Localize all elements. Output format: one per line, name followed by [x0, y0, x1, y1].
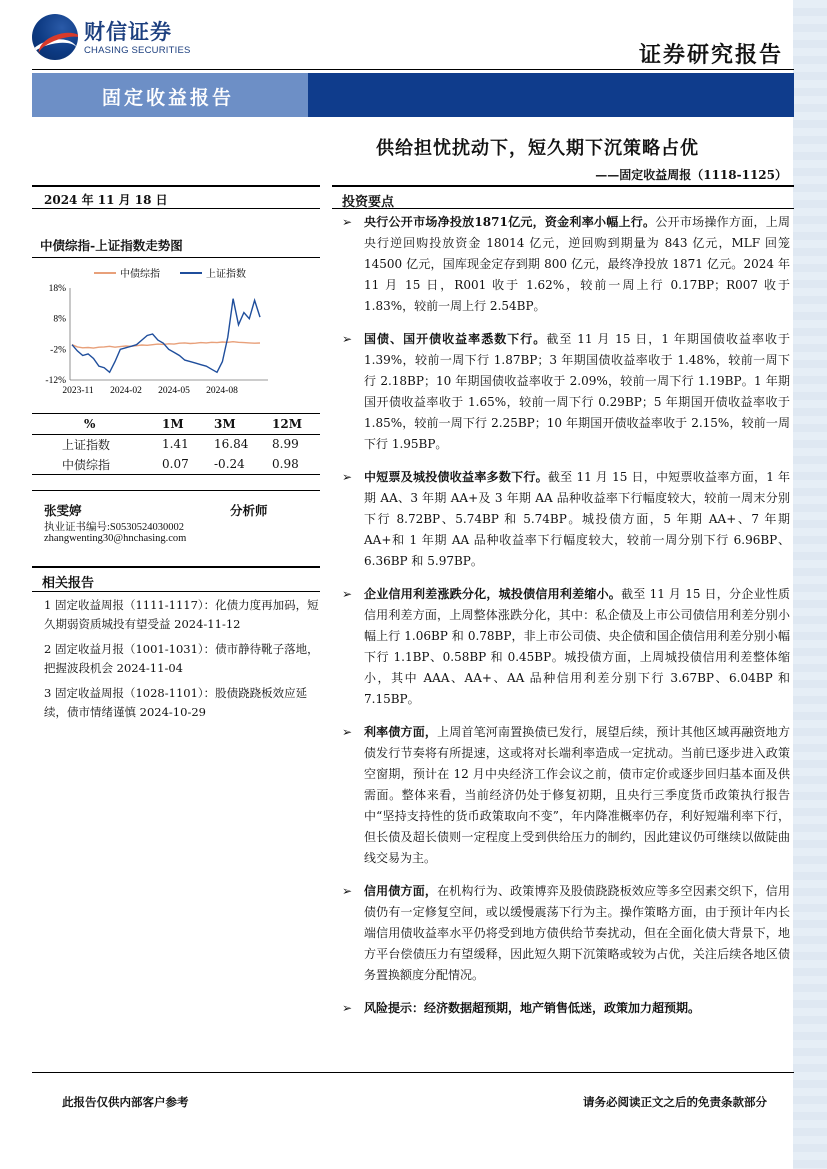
analyst-name: 张雯婷: [44, 503, 82, 518]
key-point-text: 上周首笔河南置换债已发行，展望后续，预计其他区域再融资地方债发行节奏将有所提速，这或将对长端利率造成一定扰动。当前已逐步进入政策空窗期，预计在 12 月中央经济工作会议之前，债市定价或逐步回归基本面及供需面。整体来看，当前经济仍处于修复初期，且央行三季度货币政策执行报告中“坚持支持性的货币政策取向不变”，年内降准概率仍存，利好短端利率下行，但长债及超长债则一定程度上受到供给压力的制约，因此建议仍可继续以做陡曲线交易为主。: [364, 725, 790, 865]
x-tick-label: 2024-02: [110, 386, 142, 396]
related-reports-header: [32, 566, 320, 592]
y-tick-label: 18%: [48, 284, 66, 294]
date-bar: [32, 185, 320, 209]
perf-row-name: 上证指数: [62, 437, 111, 452]
related-reports-label: 相关报告: [42, 576, 95, 591]
perf-row-1m: 0.07: [162, 457, 189, 471]
perf-header-3m: 3M: [214, 414, 272, 434]
arrow-bullet-icon: ➢: [342, 215, 353, 229]
right-decorative-strip: [793, 0, 827, 1169]
analyst-block: [32, 490, 320, 544]
key-points-header: [332, 185, 794, 209]
key-point-paragraph: [340, 329, 790, 455]
key-point-heading: 国债、国开债收益率悉数下行。: [364, 332, 547, 346]
report-title: 供给担忧扰动下，短久期下沉策略占优: [376, 138, 699, 159]
x-tick-label: 2024-08: [206, 386, 238, 396]
perf-row-3m: -0.24: [214, 457, 245, 471]
y-tick-label: -2%: [50, 345, 66, 356]
key-point-paragraph: [340, 722, 790, 869]
arrow-bullet-icon: ➢: [342, 332, 353, 346]
perf-row-12m: 8.99: [272, 437, 299, 452]
perf-header-1m: 1M: [162, 414, 214, 434]
key-point-text: 截至 11 月 15 日，1 年期国债收益率收于 1.39%，较前一周下行 1.87BP；3 年期国债收益率收于 1.48%，较前一周下行 2.18BP；10 年期国债收益率收于 2.09%，较前一周下行 1.19BP。1 年期国开债收益率收于 1.65%，较前一周下行 0.29BP；5 年期国开债收益率收于 1.85%，较前一周下行 2.25BP；10 年期国开债收益率收于 2.15%，较前一周下行 1.95BP。: [364, 332, 790, 451]
risk-warning-text: 风险提示：经济数据超预期，地产销售低迷，政策加力超预期。: [364, 1001, 701, 1015]
arrow-bullet-icon: ➢: [342, 587, 353, 601]
list-item[interactable]: 3 固定收益周报（1028-1101）：股债跷跷板效应延续，债市情绪谨慎 2024-10-29: [44, 686, 308, 719]
perf-row-name: 中债综指: [62, 457, 111, 472]
key-point-paragraph: [340, 467, 790, 572]
perf-header-12m: 12M: [272, 414, 320, 434]
chart-title: 中债综指-上证指数走势图: [40, 238, 183, 253]
report-subtitle: ——固定收益周报（1118-1125）: [595, 168, 787, 182]
legend-label: 上证指数: [206, 269, 246, 280]
bottom-divider: [32, 1072, 794, 1073]
key-point-text: 截至 11 月 15 日，分企业性质信用利差方面，上周整体涨跌分化，其中：私企债及上市公司债信用利差分别小幅上行 1.06BP 和 0.78BP，非上市公司债、央企债和国企债信用利差分别小幅下行 1.1BP、0.58BP 和 0.45BP。城投债方面，上周城投债信用利差整体缩小，其中 AAA、AA+、AA 品种信用利差分别下行 3.67BP、6.04BP 和 7.15BP。: [364, 587, 790, 706]
index-trend-chart: [32, 262, 320, 406]
key-point-text: 截至 11 月 15 日，中短票收益率方面，1 年期 AA、3 年期 AA+及 3 年期 AA 品种收益率下行幅度较大，较前一周末分别下行 8.72BP、5.74BP 和 5.74BP。城投债方面，5 年期 AA+、7 年期 AA+和 1 年期 AA 品种收益率下行幅度较大，较前一周分别下行 6.96BP、6.36BP 和 5.97BP。: [364, 470, 790, 568]
key-point-paragraph: [340, 881, 790, 986]
risk-warning: [340, 998, 790, 1019]
y-tick-label: 8%: [53, 314, 66, 325]
key-point-heading: 利率债方面，: [364, 725, 438, 739]
key-point-text: 在机构行为、政策博弈及股债跷跷板效应等多空因素交织下，信用债仍有一定修复空间，或以缓慢震荡下行为主。操作策略方面，由于预计年内长端信用债收益率水平仍将受到地方债供给节奏扰动，但在全面化债大背景下，地方平台偿债压力有望缓释，因此短久期下沉策略或较为占优，关注后续各地区债务置换额度分配情况。: [364, 884, 790, 982]
logo-english-name: CHASING SECURITIES: [84, 45, 191, 56]
series-line: [72, 299, 260, 373]
list-item[interactable]: 1 固定收益周报（1111-1117）：化债力度再加码，短久期弱资质城投有望受益 2024-11-12: [44, 598, 319, 631]
key-point-heading: 企业信用利差涨跌分化，城投债信用利差缩小。: [364, 587, 622, 601]
table-row: [32, 434, 320, 454]
banner-label: 固定收益报告: [102, 87, 235, 109]
key-point-heading: 中短票及城投债收益率多数下行。: [364, 470, 548, 484]
chart-title-bar: [32, 232, 320, 258]
footer-notice: 此报告仅供内部客户参考: [62, 1095, 189, 1109]
perf-header-label: %: [32, 414, 162, 434]
performance-table: [32, 413, 320, 475]
logo-chinese-name: 财信证券: [84, 20, 172, 44]
list-item[interactable]: 2 固定收益月报（1001-1031）：债市静待靴子落地，把握波段机会 2024-11-04: [44, 642, 319, 675]
key-point-paragraph: [340, 212, 790, 317]
analyst-role: 分析师: [230, 503, 268, 518]
top-divider: [32, 69, 794, 70]
key-point-heading: 央行公开市场净投放1871亿元，资金利率小幅上行。: [364, 215, 656, 229]
analyst-email[interactable]: zhangwenting30@hnchasing.com: [44, 533, 187, 544]
logo-emblem-icon: [32, 14, 78, 60]
legend-label: 中债综指: [120, 269, 160, 280]
performance-header-row: [32, 414, 320, 434]
report-date: 2024 年 11 月 18 日: [44, 193, 168, 207]
key-points-body: [340, 212, 790, 1031]
x-tick-label: 2023-11: [62, 386, 94, 396]
banner-tab: [32, 73, 308, 117]
key-points-label: 投资要点: [342, 195, 395, 210]
perf-row-3m: 16.84: [214, 437, 249, 452]
company-logo: [32, 14, 192, 60]
related-reports-list: [32, 596, 320, 728]
arrow-bullet-icon: ➢: [342, 725, 353, 739]
perf-row-1m: 1.41: [162, 437, 189, 452]
analyst-cert: 执业证书编号:S0530524030002: [44, 522, 185, 533]
arrow-bullet-icon: ➢: [342, 1001, 353, 1015]
x-tick-label: 2024-05: [158, 386, 190, 396]
arrow-bullet-icon: ➢: [342, 470, 353, 484]
key-point-text: 公开市场操作方面，上周央行逆回购投放资金 18014 亿元，逆回购到期量为 843 亿元，MLF 回笼 14500 亿元，国库现金定存到期 800 亿元，最终净投放 1871 亿元。2024 年 11 月 15 日，R001 收于 1.62%，较前一周上行 0.17BP；R007 收于 1.83%，较前一周上行 2.54BP。: [364, 215, 790, 313]
perf-row-12m: 0.98: [272, 457, 299, 471]
arrow-bullet-icon: ➢: [342, 884, 353, 898]
key-point-heading: 信用债方面，: [364, 884, 438, 898]
y-tick-label: -12%: [45, 376, 66, 386]
report-type-label: 证券研究报告: [638, 42, 783, 68]
footer-disclaimer: 请务必阅读正文之后的免责条款部分: [583, 1095, 767, 1109]
section-banner: [32, 73, 794, 117]
key-point-paragraph: [340, 584, 790, 710]
table-row: [32, 454, 320, 474]
